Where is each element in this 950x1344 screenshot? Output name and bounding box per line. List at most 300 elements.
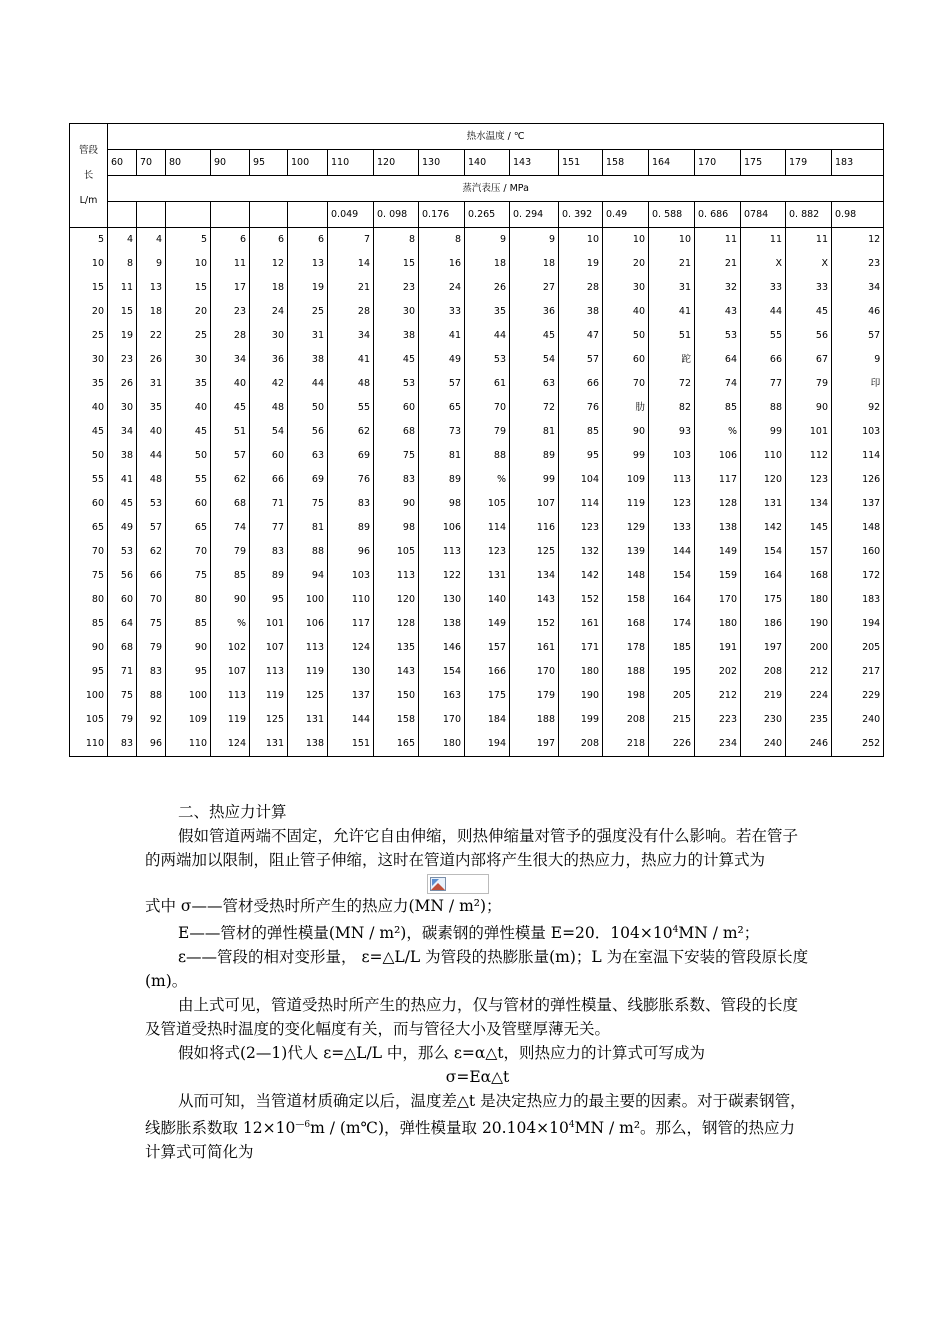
value-cell: 69 xyxy=(288,468,328,492)
value-cell: 18 xyxy=(465,252,510,276)
superscript: 4 xyxy=(568,1120,575,1130)
value-cell: % xyxy=(465,468,510,492)
value-cell: 60 xyxy=(108,588,137,612)
value-cell: 83 xyxy=(108,732,137,757)
value-cell: 11 xyxy=(211,252,250,276)
value-cell: 18 xyxy=(250,276,288,300)
table-row xyxy=(70,516,884,540)
value-cell: 205 xyxy=(649,684,695,708)
value-cell: 88 xyxy=(465,444,510,468)
length-cell: 100 xyxy=(70,684,108,708)
value-cell: 70 xyxy=(465,396,510,420)
body-text xyxy=(145,800,810,1164)
value-cell: 134 xyxy=(510,564,559,588)
temp-cell: 183 xyxy=(832,150,884,176)
value-cell: 10 xyxy=(559,228,603,253)
value-cell: 137 xyxy=(832,492,884,516)
value-cell: 205 xyxy=(832,636,884,660)
value-cell: 152 xyxy=(510,612,559,636)
value-cell: 208 xyxy=(559,732,603,757)
value-cell: 40 xyxy=(166,396,211,420)
value-cell: 60 xyxy=(166,492,211,516)
temp-cell: 120 xyxy=(374,150,419,176)
value-cell: 112 xyxy=(786,444,832,468)
value-cell: 165 xyxy=(374,732,419,757)
value-cell: 90 xyxy=(166,636,211,660)
value-cell: 79 xyxy=(137,636,166,660)
temp-cell: 143 xyxy=(510,150,559,176)
value-cell: 28 xyxy=(559,276,603,300)
value-cell: 85 xyxy=(559,420,603,444)
value-cell: 11 xyxy=(741,228,786,253)
value-cell: 103 xyxy=(649,444,695,468)
value-cell: 81 xyxy=(419,444,465,468)
value-cell: 53 xyxy=(465,348,510,372)
value-cell: 139 xyxy=(603,540,649,564)
value-cell: 60 xyxy=(250,444,288,468)
value-cell: 126 xyxy=(832,468,884,492)
value-cell: 120 xyxy=(741,468,786,492)
temp-cell: 170 xyxy=(695,150,741,176)
value-cell: 50 xyxy=(166,444,211,468)
value-cell: 8 xyxy=(108,252,137,276)
table-row xyxy=(70,684,884,708)
value-cell: 183 xyxy=(832,588,884,612)
value-cell: 26 xyxy=(108,372,137,396)
pressure-cell: 0.176 xyxy=(419,202,465,228)
value-cell: 83 xyxy=(250,540,288,564)
value-cell: 107 xyxy=(510,492,559,516)
value-cell: 98 xyxy=(419,492,465,516)
value-cell: 131 xyxy=(465,564,510,588)
value-cell: 235 xyxy=(786,708,832,732)
value-cell: 68 xyxy=(374,420,419,444)
value-cell: 49 xyxy=(419,348,465,372)
value-cell: 62 xyxy=(211,468,250,492)
value-cell: 212 xyxy=(786,660,832,684)
value-cell: 77 xyxy=(250,516,288,540)
value-cell: 240 xyxy=(741,732,786,757)
value-cell: 190 xyxy=(786,612,832,636)
value-cell: 41 xyxy=(108,468,137,492)
value-cell: 19 xyxy=(108,324,137,348)
value-cell: 74 xyxy=(695,372,741,396)
value-cell: 12 xyxy=(250,252,288,276)
value-cell: 99 xyxy=(741,420,786,444)
temp-cell: 70 xyxy=(137,150,166,176)
value-cell: 138 xyxy=(419,612,465,636)
value-cell: 135 xyxy=(374,636,419,660)
value-cell: 64 xyxy=(695,348,741,372)
value-cell: 110 xyxy=(166,732,211,757)
paragraph: 假如管道两端不固定，允许它自由伸缩，则热伸缩量对管予的强度没有什么影响。若在管子的两端加以限制，阻止管子伸缩，这时在管道内部将产生很大的热应力，热应力的计算式为 xyxy=(145,827,799,869)
value-cell: 119 xyxy=(288,660,328,684)
value-cell: 128 xyxy=(695,492,741,516)
value-cell: 75 xyxy=(137,612,166,636)
table-row xyxy=(70,612,884,636)
value-cell: 50 xyxy=(603,324,649,348)
value-cell: 174 xyxy=(649,612,695,636)
value-cell: 190 xyxy=(559,684,603,708)
value-cell: 149 xyxy=(465,612,510,636)
value-cell: 130 xyxy=(328,660,374,684)
text-span: 从而可知，当管道材质确定以后，温度差△t 是决定热应力的最主要的因素。对于碳素钢管，线膨胀系数取 12×10 xyxy=(145,1092,806,1137)
value-cell: 95 xyxy=(559,444,603,468)
value-cell: 66 xyxy=(741,348,786,372)
value-cell: 89 xyxy=(250,564,288,588)
value-cell: 105 xyxy=(374,540,419,564)
value-cell: 113 xyxy=(649,468,695,492)
value-cell: 252 xyxy=(832,732,884,757)
value-cell: 41 xyxy=(419,324,465,348)
value-cell: 34 xyxy=(211,348,250,372)
value-cell: 88 xyxy=(288,540,328,564)
value-cell: 53 xyxy=(695,324,741,348)
value-cell: 85 xyxy=(166,612,211,636)
value-cell: 180 xyxy=(419,732,465,757)
value-cell: 31 xyxy=(137,372,166,396)
value-cell: 53 xyxy=(137,492,166,516)
value-cell: 54 xyxy=(510,348,559,372)
value-cell: 104 xyxy=(559,468,603,492)
value-cell: 164 xyxy=(741,564,786,588)
value-cell: 114 xyxy=(832,444,884,468)
value-cell: 79 xyxy=(108,708,137,732)
value-cell: 85 xyxy=(695,396,741,420)
value-cell: 14 xyxy=(328,252,374,276)
value-cell: 152 xyxy=(559,588,603,612)
value-cell: 103 xyxy=(328,564,374,588)
value-cell: 79 xyxy=(465,420,510,444)
value-cell: 107 xyxy=(250,636,288,660)
value-cell: 60 xyxy=(603,348,649,372)
temp-cell: 60 xyxy=(108,150,137,176)
value-cell: 246 xyxy=(786,732,832,757)
length-cell: 40 xyxy=(70,396,108,420)
temp-cell: 151 xyxy=(559,150,603,176)
temp-cell: 158 xyxy=(603,150,649,176)
length-cell: 65 xyxy=(70,516,108,540)
value-cell: 56 xyxy=(786,324,832,348)
value-cell: 36 xyxy=(250,348,288,372)
value-cell: 140 xyxy=(465,588,510,612)
value-cell: 120 xyxy=(374,588,419,612)
table-row xyxy=(70,588,884,612)
length-header-line: 管段 xyxy=(78,145,98,156)
value-cell: 226 xyxy=(649,732,695,757)
value-cell: 54 xyxy=(250,420,288,444)
value-cell: 10 xyxy=(166,252,211,276)
value-cell: 150 xyxy=(374,684,419,708)
pressure-cell xyxy=(288,202,328,228)
value-cell: 131 xyxy=(741,492,786,516)
value-cell: 71 xyxy=(108,660,137,684)
value-cell: 93 xyxy=(649,420,695,444)
value-cell: 90 xyxy=(603,420,649,444)
temp-cell: 100 xyxy=(288,150,328,176)
value-cell: 34 xyxy=(108,420,137,444)
value-cell: 128 xyxy=(374,612,419,636)
text-span: MN / m²。那么，钢管的热应力计算式可简化为 xyxy=(145,1119,796,1161)
value-cell: 188 xyxy=(510,708,559,732)
value-cell: 45 xyxy=(510,324,559,348)
value-cell: 123 xyxy=(559,516,603,540)
value-cell: 240 xyxy=(832,708,884,732)
value-cell: 217 xyxy=(832,660,884,684)
value-cell: 32 xyxy=(695,276,741,300)
value-cell: 175 xyxy=(741,588,786,612)
temp-cell: 179 xyxy=(786,150,832,176)
temp-title: 热水温度 / ℃ xyxy=(108,124,884,150)
value-cell: 179 xyxy=(510,684,559,708)
value-cell: 57 xyxy=(559,348,603,372)
value-cell: 61 xyxy=(465,372,510,396)
pressure-cell: 0.049 xyxy=(328,202,374,228)
value-cell: 223 xyxy=(695,708,741,732)
value-cell: 6 xyxy=(250,228,288,253)
value-cell: 4 xyxy=(137,228,166,253)
pressure-cell xyxy=(250,202,288,228)
value-cell: 101 xyxy=(786,420,832,444)
value-cell: 164 xyxy=(649,588,695,612)
length-cell: 45 xyxy=(70,420,108,444)
value-cell: 117 xyxy=(328,612,374,636)
value-cell: % xyxy=(695,420,741,444)
value-cell: 55 xyxy=(166,468,211,492)
value-cell: 229 xyxy=(832,684,884,708)
value-cell: 89 xyxy=(510,444,559,468)
length-cell: 70 xyxy=(70,540,108,564)
value-cell: 23 xyxy=(108,348,137,372)
value-cell: 185 xyxy=(649,636,695,660)
value-cell: 122 xyxy=(419,564,465,588)
value-cell: 27 xyxy=(510,276,559,300)
value-cell: 53 xyxy=(108,540,137,564)
value-cell: 30 xyxy=(603,276,649,300)
length-cell: 35 xyxy=(70,372,108,396)
value-cell: 170 xyxy=(695,588,741,612)
value-cell: 23 xyxy=(374,276,419,300)
value-cell: 65 xyxy=(419,396,465,420)
temp-cell: 175 xyxy=(741,150,786,176)
table-row xyxy=(70,420,884,444)
value-cell: 49 xyxy=(108,516,137,540)
formula: σ=Eα△t xyxy=(445,1068,510,1086)
value-cell: 10 xyxy=(603,228,649,253)
value-cell: 198 xyxy=(603,684,649,708)
value-cell: 69 xyxy=(328,444,374,468)
value-cell: 113 xyxy=(288,636,328,660)
value-cell: 186 xyxy=(741,612,786,636)
temp-cell: 130 xyxy=(419,150,465,176)
value-cell: 41 xyxy=(328,348,374,372)
pressure-cell xyxy=(211,202,250,228)
value-cell: 66 xyxy=(137,564,166,588)
table-row xyxy=(70,492,884,516)
value-cell: 53 xyxy=(374,372,419,396)
value-cell: 70 xyxy=(603,372,649,396)
value-cell: 57 xyxy=(211,444,250,468)
value-cell: 72 xyxy=(510,396,559,420)
value-cell: 110 xyxy=(328,588,374,612)
table-row xyxy=(70,540,884,564)
value-cell: 119 xyxy=(250,684,288,708)
value-cell: X xyxy=(741,252,786,276)
value-cell: 83 xyxy=(374,468,419,492)
value-cell: 75 xyxy=(166,564,211,588)
value-cell: 38 xyxy=(559,300,603,324)
pressure-cell: 0. 098 xyxy=(374,202,419,228)
value-cell: 188 xyxy=(603,660,649,684)
value-cell: 142 xyxy=(741,516,786,540)
value-cell: 30 xyxy=(374,300,419,324)
table-row xyxy=(70,228,884,253)
value-cell: 15 xyxy=(374,252,419,276)
value-cell: 96 xyxy=(328,540,374,564)
value-cell: 194 xyxy=(832,612,884,636)
value-cell: 195 xyxy=(649,660,695,684)
value-cell: 137 xyxy=(328,684,374,708)
value-cell: 129 xyxy=(603,516,649,540)
value-cell: 45 xyxy=(211,396,250,420)
pressure-cell: 0.98 xyxy=(832,202,884,228)
value-cell: 23 xyxy=(211,300,250,324)
temp-cell: 110 xyxy=(328,150,374,176)
value-cell: 145 xyxy=(786,516,832,540)
value-cell: 102 xyxy=(211,636,250,660)
value-cell: 90 xyxy=(374,492,419,516)
value-cell: 28 xyxy=(211,324,250,348)
value-cell: 180 xyxy=(786,588,832,612)
value-cell: 148 xyxy=(603,564,649,588)
value-cell: 163 xyxy=(419,684,465,708)
value-cell: 9 xyxy=(137,252,166,276)
table-row xyxy=(70,348,884,372)
value-cell: 38 xyxy=(374,324,419,348)
value-cell: 38 xyxy=(288,348,328,372)
temp-cell: 80 xyxy=(166,150,211,176)
paragraph: 由上式可见，管道受热时所产生的热应力，仅与管材的弹性模量、线膨胀系数、管段的长度及管道受热时温度的变化幅度有关，而与管径大小及管壁厚薄无关。 xyxy=(145,996,799,1038)
value-cell: 143 xyxy=(510,588,559,612)
value-cell: 130 xyxy=(419,588,465,612)
value-cell: 157 xyxy=(786,540,832,564)
value-cell: 95 xyxy=(166,660,211,684)
value-cell: 48 xyxy=(328,372,374,396)
value-cell: 24 xyxy=(419,276,465,300)
value-cell: 21 xyxy=(328,276,374,300)
value-cell: 103 xyxy=(832,420,884,444)
value-cell: 38 xyxy=(108,444,137,468)
value-cell: 40 xyxy=(137,420,166,444)
temp-cell: 90 xyxy=(211,150,250,176)
length-column-header xyxy=(70,124,108,228)
value-cell: 138 xyxy=(288,732,328,757)
value-cell: 35 xyxy=(465,300,510,324)
pressure-cell: 0. 882 xyxy=(786,202,832,228)
value-cell: 18 xyxy=(510,252,559,276)
length-header-line: L/m xyxy=(79,195,98,206)
table-row xyxy=(70,372,884,396)
value-cell: 76 xyxy=(559,396,603,420)
superscript: 4 xyxy=(672,925,679,935)
value-cell: 8 xyxy=(374,228,419,253)
value-cell: 194 xyxy=(465,732,510,757)
value-cell: 172 xyxy=(832,564,884,588)
value-cell: 42 xyxy=(250,372,288,396)
value-cell: 99 xyxy=(510,468,559,492)
value-cell: 9 xyxy=(465,228,510,253)
length-header-line: 长 xyxy=(83,170,94,181)
text-span: m / (m℃)，弹性模量取 20.104×10 xyxy=(310,1119,569,1137)
pressure-title-row xyxy=(70,176,884,202)
value-cell: 13 xyxy=(137,276,166,300)
table-row xyxy=(70,252,884,276)
value-cell: 123 xyxy=(786,468,832,492)
length-cell: 5 xyxy=(70,228,108,253)
value-cell: 138 xyxy=(695,516,741,540)
value-cell: 125 xyxy=(288,684,328,708)
value-cell: 30 xyxy=(250,324,288,348)
value-cell: 208 xyxy=(603,708,649,732)
value-cell: 68 xyxy=(108,636,137,660)
value-cell: 45 xyxy=(786,300,832,324)
value-cell: 98 xyxy=(374,516,419,540)
value-cell: 142 xyxy=(559,564,603,588)
value-cell: 21 xyxy=(695,252,741,276)
value-cell: 158 xyxy=(374,708,419,732)
value-cell: 71 xyxy=(250,492,288,516)
value-cell: 76 xyxy=(328,468,374,492)
value-cell: 114 xyxy=(559,492,603,516)
value-cell: 62 xyxy=(137,540,166,564)
temp-cell: 95 xyxy=(250,150,288,176)
pressure-cell xyxy=(108,202,137,228)
length-cell: 60 xyxy=(70,492,108,516)
length-cell: 25 xyxy=(70,324,108,348)
value-cell: 57 xyxy=(832,324,884,348)
value-cell: 9 xyxy=(832,348,884,372)
value-cell: 70 xyxy=(166,540,211,564)
value-cell: 75 xyxy=(108,684,137,708)
value-cell: 90 xyxy=(786,396,832,420)
definition-sigma: 式中 σ——管材受热时所产生的热应力(MN / m²)； xyxy=(145,897,502,915)
value-cell: 197 xyxy=(510,732,559,757)
value-cell: 100 xyxy=(288,588,328,612)
text-span: E——管材的弹性模量(MN / m²)，碳素钢的弹性模量 E=20．104×10 xyxy=(178,924,673,942)
value-cell: 45 xyxy=(166,420,211,444)
value-cell: 131 xyxy=(288,708,328,732)
value-cell: 83 xyxy=(328,492,374,516)
value-cell: 肋 xyxy=(603,396,649,420)
value-cell: 16 xyxy=(419,252,465,276)
value-cell: 11 xyxy=(695,228,741,253)
value-cell: 15 xyxy=(108,300,137,324)
value-cell: 跎 xyxy=(649,348,695,372)
value-cell: 19 xyxy=(559,252,603,276)
value-cell: 44 xyxy=(137,444,166,468)
table-row xyxy=(70,276,884,300)
length-cell: 95 xyxy=(70,660,108,684)
value-cell: 101 xyxy=(250,612,288,636)
pressure-cell: 0784 xyxy=(741,202,786,228)
value-cell: 125 xyxy=(250,708,288,732)
pressure-cell: 0. 686 xyxy=(695,202,741,228)
value-cell: 44 xyxy=(288,372,328,396)
definition-epsilon: ε——管段的相对变形量， ε=△L/L 为管段的热膨胀量(m)；L 为在室温下安装的管段原长度(m)。 xyxy=(145,948,809,990)
value-cell: 6 xyxy=(211,228,250,253)
value-cell: 36 xyxy=(510,300,559,324)
value-cell: 109 xyxy=(166,708,211,732)
